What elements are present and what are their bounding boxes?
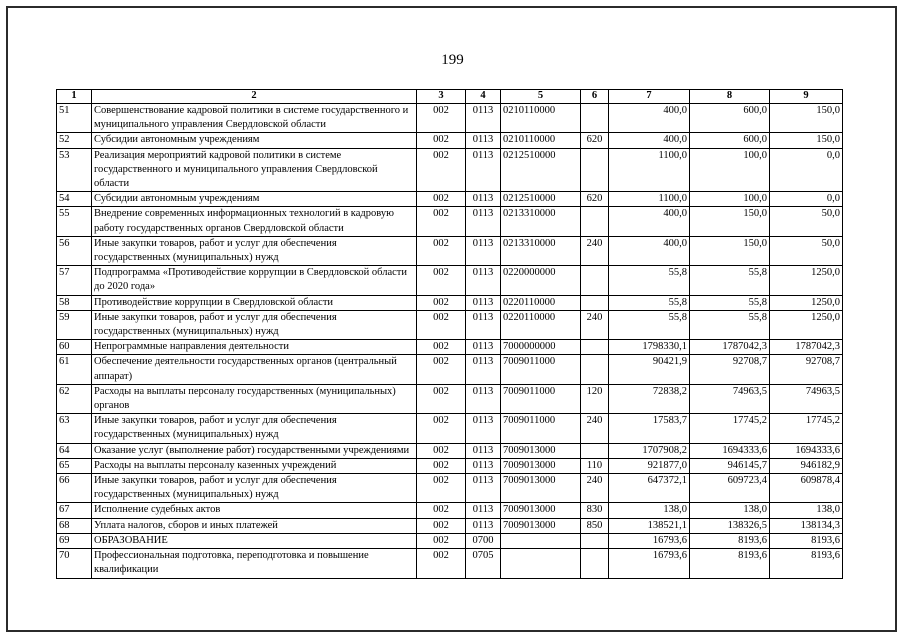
value-col9-cell: 0,0 [770,148,843,192]
value-col8-cell: 138,0 [690,503,770,518]
value-col8-cell: 100,0 [690,192,770,207]
value-col9-cell: 92708,7 [770,355,843,384]
code-section-cell: 0113 [466,207,501,236]
table-row [57,104,843,133]
value-col9-cell: 8193,6 [770,549,843,578]
value-col8-cell: 55,8 [690,266,770,295]
value-col8-cell: 609723,4 [690,474,770,503]
code-admin-cell: 002 [417,340,466,355]
table-row [57,207,843,236]
row-number-cell: 62 [57,384,92,413]
code-target-cell: 0213310000 [501,236,581,265]
code-type-cell [581,148,609,192]
row-name-cell: Расходы на выплаты персоналу государственных (муниципальных) органов [92,384,417,413]
code-admin-cell: 002 [417,384,466,413]
code-type-cell: 620 [581,192,609,207]
code-target-cell [501,549,581,578]
code-type-cell [581,340,609,355]
code-admin-cell: 002 [417,266,466,295]
row-number-cell: 67 [57,503,92,518]
value-col9-cell: 74963,5 [770,384,843,413]
value-col7-cell: 1100,0 [609,192,690,207]
row-number-cell: 55 [57,207,92,236]
row-number-cell: 59 [57,310,92,339]
row-name-cell: Иные закупки товаров, работ и услуг для обеспечения государственных (муниципальных) нужд [92,414,417,443]
table-row [57,148,843,192]
code-section-cell: 0705 [466,549,501,578]
row-number-cell: 65 [57,458,92,473]
value-col9-cell: 1250,0 [770,295,843,310]
header-cell: 2 [92,90,417,104]
value-col9-cell: 946182,9 [770,458,843,473]
code-section-cell: 0113 [466,148,501,192]
value-col7-cell: 400,0 [609,236,690,265]
code-type-cell [581,549,609,578]
code-target-cell: 7000000000 [501,340,581,355]
value-col7-cell: 1707908,2 [609,443,690,458]
code-target-cell: 0220000000 [501,266,581,295]
row-name-cell: Обеспечение деятельности государственных органов (центральный аппарат) [92,355,417,384]
table-header-row [57,90,843,104]
code-section-cell: 0113 [466,443,501,458]
code-target-cell: 7009013000 [501,458,581,473]
value-col8-cell: 600,0 [690,133,770,148]
value-col9-cell: 150,0 [770,104,843,133]
row-number-cell: 69 [57,533,92,548]
code-section-cell: 0700 [466,533,501,548]
table-body [57,104,843,579]
row-number-cell: 53 [57,148,92,192]
value-col7-cell: 72838,2 [609,384,690,413]
header-cell: 4 [466,90,501,104]
header-cell: 6 [581,90,609,104]
row-name-cell: Внедрение современных информационных технологий в кадровую работу государственных органов Свердловской области [92,207,417,236]
value-col9-cell: 150,0 [770,133,843,148]
row-name-cell: Непрограммные направления деятельности [92,340,417,355]
value-col7-cell: 400,0 [609,207,690,236]
table-row [57,133,843,148]
row-number-cell: 54 [57,192,92,207]
header-cell: 3 [417,90,466,104]
table-row [57,266,843,295]
value-col8-cell: 55,8 [690,295,770,310]
row-name-cell: Иные закупки товаров, работ и услуг для обеспечения государственных (муниципальных) нужд [92,236,417,265]
code-target-cell: 0210110000 [501,133,581,148]
value-col7-cell: 400,0 [609,133,690,148]
code-section-cell: 0113 [466,310,501,339]
table-row [57,236,843,265]
code-type-cell: 850 [581,518,609,533]
code-target-cell [501,533,581,548]
code-admin-cell: 002 [417,503,466,518]
row-name-cell: Профессиональная подготовка, переподготовка и повышение квалификации [92,549,417,578]
code-admin-cell: 002 [417,533,466,548]
code-target-cell: 7009013000 [501,474,581,503]
value-col8-cell: 1787042,3 [690,340,770,355]
value-col8-cell: 8193,6 [690,533,770,548]
header-cell: 5 [501,90,581,104]
code-type-cell: 240 [581,236,609,265]
value-col8-cell: 138326,5 [690,518,770,533]
code-section-cell: 0113 [466,192,501,207]
code-type-cell: 110 [581,458,609,473]
code-target-cell: 7009011000 [501,384,581,413]
value-col7-cell: 921877,0 [609,458,690,473]
code-section-cell: 0113 [466,384,501,413]
code-admin-cell: 002 [417,133,466,148]
value-col9-cell: 138,0 [770,503,843,518]
code-admin-cell: 002 [417,310,466,339]
row-name-cell: Субсидии автономным учреждениям [92,192,417,207]
table-row [57,310,843,339]
code-section-cell: 0113 [466,295,501,310]
value-col7-cell: 1798330,1 [609,340,690,355]
page-number: 199 [441,52,464,68]
value-col9-cell: 1694333,6 [770,443,843,458]
value-col9-cell: 1250,0 [770,310,843,339]
value-col7-cell: 17583,7 [609,414,690,443]
table-row [57,384,843,413]
code-type-cell: 120 [581,384,609,413]
value-col7-cell: 138521,1 [609,518,690,533]
table-row [57,340,843,355]
table-row [57,295,843,310]
row-name-cell: Совершенствование кадровой политики в системе государственного и муниципального управления Свердловской области [92,104,417,133]
header-cell: 7 [609,90,690,104]
code-type-cell [581,266,609,295]
code-admin-cell: 002 [417,148,466,192]
table-row [57,474,843,503]
code-type-cell: 620 [581,133,609,148]
table-row [57,355,843,384]
code-section-cell: 0113 [466,414,501,443]
code-admin-cell: 002 [417,443,466,458]
row-name-cell: Субсидии автономным учреждениям [92,133,417,148]
value-col9-cell: 1787042,3 [770,340,843,355]
code-type-cell: 240 [581,310,609,339]
code-section-cell: 0113 [466,236,501,265]
value-col7-cell: 1100,0 [609,148,690,192]
value-col9-cell: 609878,4 [770,474,843,503]
value-col7-cell: 138,0 [609,503,690,518]
code-admin-cell: 002 [417,207,466,236]
code-target-cell: 0210110000 [501,104,581,133]
code-admin-cell: 002 [417,518,466,533]
table-row [57,518,843,533]
value-col8-cell: 17745,2 [690,414,770,443]
row-name-cell: Иные закупки товаров, работ и услуг для обеспечения государственных (муниципальных) нужд [92,310,417,339]
row-number-cell: 51 [57,104,92,133]
row-name-cell: ОБРАЗОВАНИЕ [92,533,417,548]
row-name-cell: Реализация мероприятий кадровой политики в системе государственного и муниципального управления Свердловской области [92,148,417,192]
row-name-cell: Уплата налогов, сборов и иных платежей [92,518,417,533]
table-row [57,414,843,443]
value-col8-cell: 150,0 [690,207,770,236]
value-col9-cell: 50,0 [770,207,843,236]
value-col7-cell: 55,8 [609,266,690,295]
code-target-cell: 0220110000 [501,295,581,310]
code-section-cell: 0113 [466,340,501,355]
value-col8-cell: 150,0 [690,236,770,265]
code-type-cell: 830 [581,503,609,518]
row-number-cell: 60 [57,340,92,355]
row-number-cell: 56 [57,236,92,265]
code-type-cell: 240 [581,414,609,443]
value-col9-cell: 50,0 [770,236,843,265]
value-col8-cell: 946145,7 [690,458,770,473]
code-type-cell [581,207,609,236]
code-target-cell: 7009013000 [501,503,581,518]
value-col8-cell: 92708,7 [690,355,770,384]
row-number-cell: 58 [57,295,92,310]
table-row [57,458,843,473]
table-row [57,549,843,578]
row-name-cell: Противодействие коррупции в Свердловской области [92,295,417,310]
code-target-cell: 0212510000 [501,148,581,192]
value-col7-cell: 55,8 [609,295,690,310]
value-col9-cell: 1250,0 [770,266,843,295]
value-col9-cell: 138134,3 [770,518,843,533]
code-type-cell [581,533,609,548]
code-admin-cell: 002 [417,104,466,133]
code-admin-cell: 002 [417,474,466,503]
code-section-cell: 0113 [466,503,501,518]
value-col7-cell: 16793,6 [609,533,690,548]
code-target-cell: 0220110000 [501,310,581,339]
row-name-cell: Расходы на выплаты персоналу казенных учреждений [92,458,417,473]
code-target-cell: 7009011000 [501,414,581,443]
value-col7-cell: 647372,1 [609,474,690,503]
code-type-cell [581,443,609,458]
row-number-cell: 63 [57,414,92,443]
row-number-cell: 70 [57,549,92,578]
row-number-cell: 57 [57,266,92,295]
code-section-cell: 0113 [466,518,501,533]
value-col8-cell: 8193,6 [690,549,770,578]
code-admin-cell: 002 [417,414,466,443]
code-type-cell [581,295,609,310]
value-col7-cell: 90421,9 [609,355,690,384]
value-col8-cell: 74963,5 [690,384,770,413]
code-type-cell [581,104,609,133]
value-col8-cell: 600,0 [690,104,770,133]
row-name-cell: Иные закупки товаров, работ и услуг для обеспечения государственных (муниципальных) нужд [92,474,417,503]
code-type-cell [581,355,609,384]
header-cell: 1 [57,90,92,104]
table-row [57,192,843,207]
header-cell: 8 [690,90,770,104]
value-col7-cell: 400,0 [609,104,690,133]
code-target-cell: 0213310000 [501,207,581,236]
code-admin-cell: 002 [417,549,466,578]
row-number-cell: 52 [57,133,92,148]
value-col9-cell: 0,0 [770,192,843,207]
row-number-cell: 66 [57,474,92,503]
row-name-cell: Исполнение судебных актов [92,503,417,518]
header-cell: 9 [770,90,843,104]
code-section-cell: 0113 [466,104,501,133]
code-admin-cell: 002 [417,192,466,207]
row-name-cell: Оказание услуг (выполнение работ) государственными учреждениями [92,443,417,458]
code-target-cell: 7009011000 [501,355,581,384]
row-number-cell: 68 [57,518,92,533]
row-number-cell: 64 [57,443,92,458]
code-target-cell: 0212510000 [501,192,581,207]
code-type-cell: 240 [581,474,609,503]
table-row [57,443,843,458]
code-section-cell: 0113 [466,133,501,148]
row-name-cell: Подпрограмма «Противодействие коррупции в Свердловской области до 2020 года» [92,266,417,295]
value-col9-cell: 17745,2 [770,414,843,443]
code-section-cell: 0113 [466,266,501,295]
row-number-cell: 61 [57,355,92,384]
value-col7-cell: 55,8 [609,310,690,339]
table-row [57,503,843,518]
code-admin-cell: 002 [417,355,466,384]
value-col8-cell: 1694333,6 [690,443,770,458]
value-col8-cell: 55,8 [690,310,770,339]
value-col8-cell: 100,0 [690,148,770,192]
code-target-cell: 7009013000 [501,443,581,458]
value-col7-cell: 16793,6 [609,549,690,578]
code-section-cell: 0113 [466,474,501,503]
code-target-cell: 7009013000 [501,518,581,533]
code-section-cell: 0113 [466,355,501,384]
code-section-cell: 0113 [466,458,501,473]
code-admin-cell: 002 [417,236,466,265]
code-admin-cell: 002 [417,458,466,473]
code-admin-cell: 002 [417,295,466,310]
table-row [57,533,843,548]
budget-table [56,89,843,579]
value-col9-cell: 8193,6 [770,533,843,548]
